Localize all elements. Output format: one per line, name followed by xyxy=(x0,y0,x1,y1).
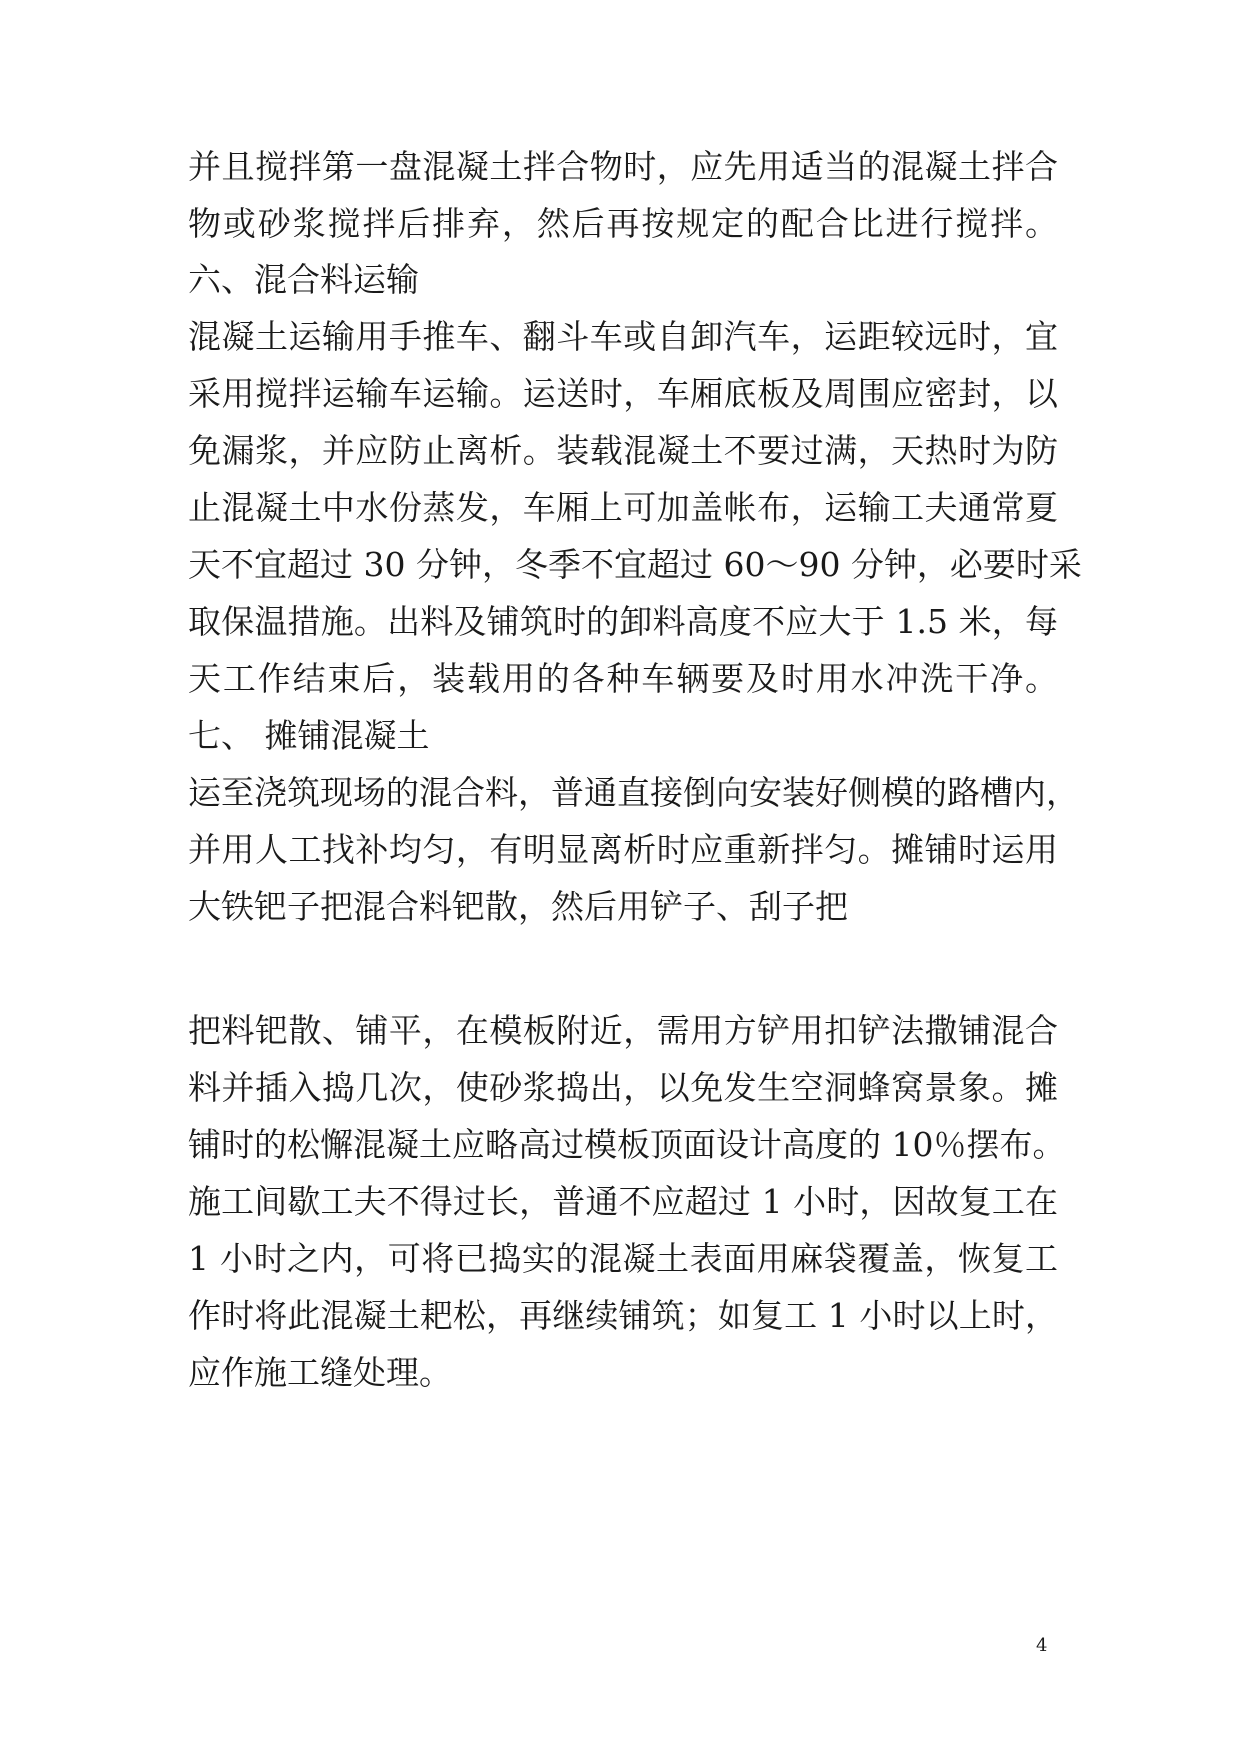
paragraph-line: 并用人工找补均匀，有明显离析时应重新拌匀。摊铺时运用 xyxy=(188,830,1058,869)
paragraph-line: 铺时的松懈混凝土应略高过模板顶面设计高度的 10％摆布。 xyxy=(188,1125,1066,1164)
paragraph-line: 1 小时之内，可将已捣实的混凝土表面用麻袋覆盖，恢复工 xyxy=(188,1239,1058,1278)
paragraph-line: 运至浇筑现场的混合料，普通直接倒向安装好侧模的路槽内， xyxy=(188,773,1079,812)
paragraph-line: 物或砂浆搅拌后排弃，然后再按规定的配合比进行搅拌。 xyxy=(188,204,1058,243)
paragraph-line: 施工间歇工夫不得过长，普通不应超过 1 小时，因故复工在 xyxy=(188,1182,1058,1221)
paragraph-line: 把料钯散、铺平，在模板附近，需用方铲用扣铲法撒铺混合 xyxy=(188,1011,1058,1050)
paragraph-line: 免漏浆，并应防止离析。装载混凝土不要过满，天热时为防 xyxy=(188,431,1058,470)
section-heading-7: 七、 摊铺混凝土 xyxy=(188,716,430,755)
paragraph-line: 采用搅拌运输车运输。运送时，车厢底板及周围应密封，以 xyxy=(188,374,1058,413)
page-number: 4 xyxy=(1036,1635,1048,1656)
paragraph-line: 并且搅拌第一盘混凝土拌合物时，应先用适当的混凝土拌合 xyxy=(188,147,1058,186)
paragraph-line: 应作施工缝处理。 xyxy=(188,1353,452,1392)
paragraph-line: 取保温措施。出料及铺筑时的卸料高度不应大于 1.5 米，每 xyxy=(188,602,1058,641)
paragraph-line: 混凝土运输用手推车、翻斗车或自卸汽车，运距较远时，宜 xyxy=(188,317,1058,356)
paragraph-line: 天不宜超过 30 分钟，冬季不宜超过 60～90 分钟，必要时采 xyxy=(188,545,1082,584)
paragraph-line: 天工作结束后，装载用的各种车辆要及时用水冲洗干净。 xyxy=(188,659,1058,698)
paragraph-line: 止混凝土中水份蒸发，车厢上可加盖帐布，运输工夫通常夏 xyxy=(188,488,1058,527)
section-heading-6: 六、混合料运输 xyxy=(188,260,419,299)
paragraph-line: 大铁钯子把混合料钯散，然后用铲子、刮子把 xyxy=(188,887,848,926)
paragraph-line: 作时将此混凝土耙松，再继续铺筑；如复工 1 小时以上时， xyxy=(188,1296,1058,1335)
paragraph-line: 料并插入捣几次，使砂浆捣出，以免发生空洞蜂窝景象。摊 xyxy=(188,1068,1058,1107)
